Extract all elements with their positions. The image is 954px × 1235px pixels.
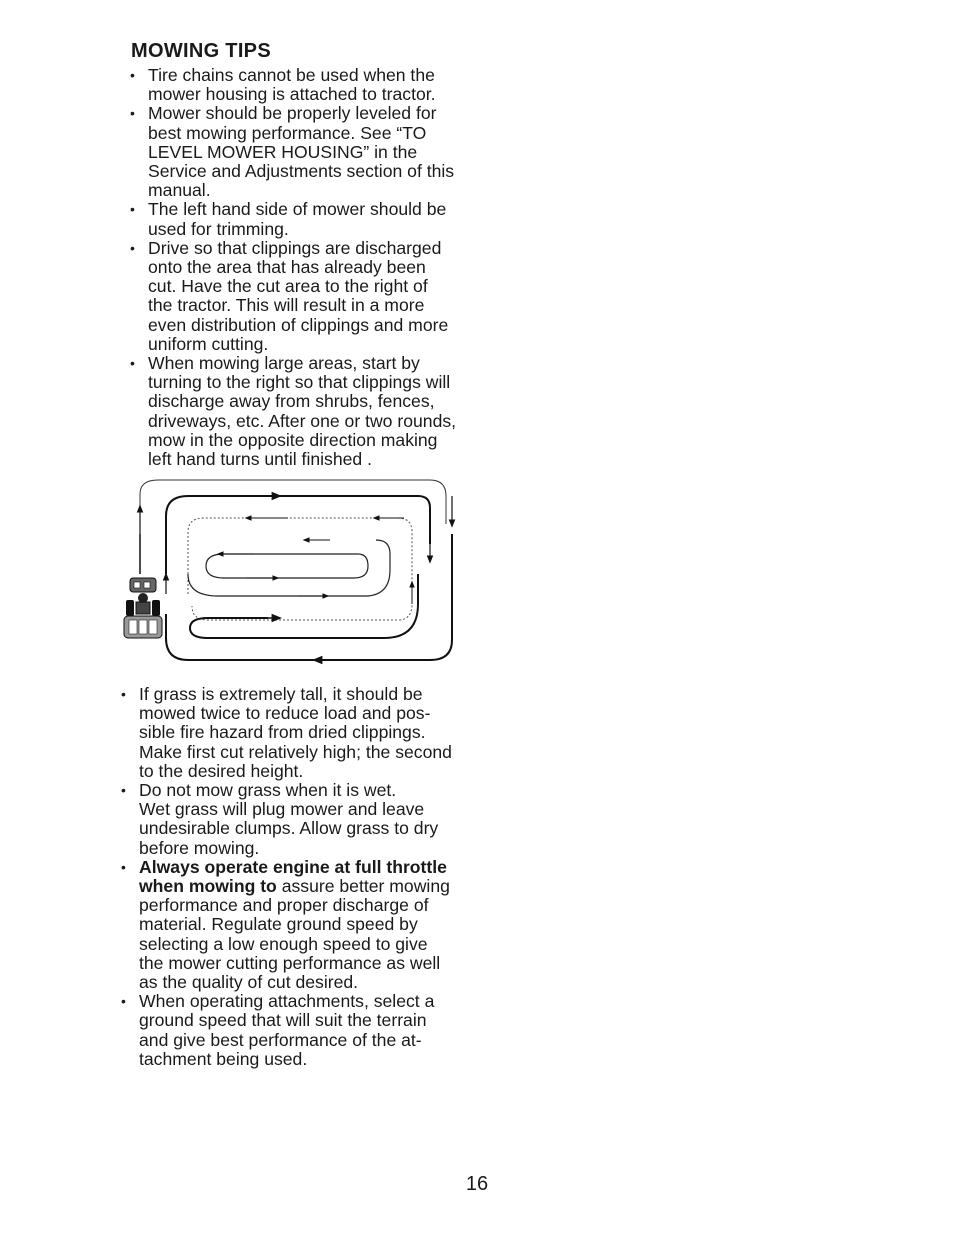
page-number: 16: [465, 1173, 489, 1195]
tip-discharge: Drive so that clippings are discharged onto the area that has already been cut. Have the cut area to the right of the tractor. This will result in a more even distribution of clippings and more uniform cutting.: [148, 237, 449, 354]
tip-tire-chains: Tire chains cannot be used when the mower housing is attached to tractor.: [148, 65, 436, 105]
list-item: [121, 781, 481, 858]
bullet-icon: •: [130, 201, 135, 218]
tip-leveling: Mower should be properly leveled for best mowing performance. See “TO LEVEL MOWER HOUSING” in the Service and Adjustments section of this manual.: [148, 103, 455, 201]
tip-throttle-text: assure better mowing performance and proper discharge of material. Regulate ground speed by selecting a low enough speed to give the mower cutting performance as well as the quality of cut desired.: [139, 876, 450, 993]
tip-large-areas: When mowing large areas, start by turning to the right so that clippings will discharge away from shrubs, fences, driveways, etc. After one or two rounds, mow in the opposite direction making left hand turns until finished .: [148, 353, 457, 470]
section-title: MOWING TIPS: [131, 40, 271, 62]
list-item: [130, 104, 490, 200]
bullet-icon: •: [121, 993, 126, 1010]
list-item: [121, 992, 481, 1069]
tip-wet-grass: Do not mow grass when it is wet. Wet grass will plug mower and leave undesirable clumps. Allow grass to dry before mowing.: [139, 780, 439, 858]
inner-bottom-path: [190, 574, 418, 638]
mowing-pattern-diagram: [118, 474, 458, 666]
list-item: [121, 858, 481, 992]
riding-mower-icon: [124, 578, 162, 638]
second-loop-path: [188, 518, 412, 620]
inner-loop-path: [206, 554, 368, 578]
list-item: [130, 354, 490, 469]
bullet-icon: •: [130, 105, 135, 122]
list-item: [130, 200, 490, 238]
bullet-icon: •: [121, 782, 126, 799]
bullet-icon: •: [130, 355, 135, 372]
tip-tall-grass: If grass is extremely tall, it should be mowed twice to reduce load and pos- sible fire hazard from dried clippings. Make first cut relatively high; the second to the desired height.: [139, 684, 452, 781]
bullet-icon: •: [130, 239, 135, 256]
outer-thin-path: [140, 480, 446, 524]
list-item: [121, 685, 481, 781]
bullet-icon: •: [121, 858, 126, 875]
tip-attachments: When operating attachments, select a ground speed that will suit the terrain and give best performance of the at- tachment being used.: [139, 991, 435, 1069]
bullet-icon: •: [121, 686, 126, 702]
list-item: [130, 66, 490, 104]
list-item: [130, 239, 490, 354]
mowing-tips-list-bottom: [121, 685, 481, 1069]
outer-bottom-path: [166, 534, 452, 660]
tip-throttle-emphasis: Always operate engine at full throttle when mowing to: [139, 856, 447, 897]
third-loop-path: [188, 540, 390, 596]
tip-trimming: The left hand side of mower should be used for trimming.: [148, 199, 447, 239]
mowing-tips-list-top: [130, 66, 490, 469]
bullet-icon: •: [130, 67, 135, 83]
